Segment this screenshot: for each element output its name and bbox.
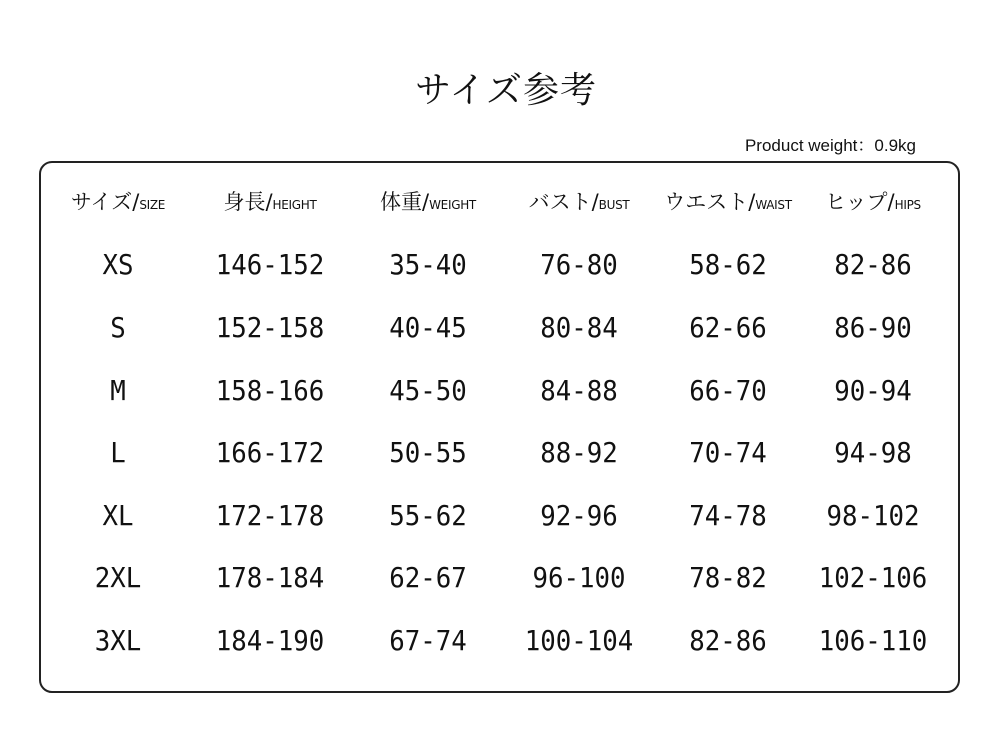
header-size-en: SIZE xyxy=(139,198,166,212)
header-waist-en: WAIST xyxy=(755,198,792,212)
product-weight-label: Product weight：0.9kg xyxy=(744,136,916,155)
header-waist xyxy=(653,186,803,216)
header-weight xyxy=(353,186,503,216)
cell-waist: 70-74 xyxy=(689,436,767,469)
cell-weight: 62-67 xyxy=(389,561,467,594)
cell-waist: 74-78 xyxy=(689,499,767,532)
cell-height: 152-158 xyxy=(215,311,325,344)
header-height xyxy=(195,186,345,216)
cell-hips: 98-102 xyxy=(826,499,920,532)
cell-height: 184-190 xyxy=(215,624,325,657)
header-hips xyxy=(798,186,948,216)
cell-height: 178-184 xyxy=(215,561,325,594)
cell-waist: 78-82 xyxy=(689,561,767,594)
cell-bust: 96-100 xyxy=(532,561,626,594)
cell-bust: 92-96 xyxy=(540,499,618,532)
cell-bust: 88-92 xyxy=(540,436,618,469)
cell-waist: 62-66 xyxy=(689,311,767,344)
cell-height: 158-166 xyxy=(215,374,325,407)
header-weight-en: WEIGHT xyxy=(429,198,476,212)
cell-waist: 82-86 xyxy=(689,624,767,657)
cell-bust: 100-104 xyxy=(524,624,634,657)
cell-hips: 102-106 xyxy=(818,561,928,594)
header-weight-jp: 体重/ xyxy=(380,190,430,214)
header-bust-jp: バスト/ xyxy=(528,190,599,214)
header-bust-en: BUST xyxy=(598,198,630,212)
cell-height: 166-172 xyxy=(215,436,325,469)
cell-size: 3XL xyxy=(94,624,142,657)
cell-size: L xyxy=(110,436,126,469)
cell-waist: 66-70 xyxy=(689,374,767,407)
header-height-jp: 身長/ xyxy=(223,190,273,214)
header-size xyxy=(43,186,193,216)
size-table-frame xyxy=(39,161,960,693)
header-hips-en: HIPS xyxy=(894,198,921,212)
cell-hips: 86-90 xyxy=(834,311,912,344)
header-bust xyxy=(504,186,654,216)
cell-size: XS xyxy=(102,248,134,281)
header-height-en: HEIGHT xyxy=(272,198,317,212)
cell-weight: 50-55 xyxy=(389,436,467,469)
cell-weight: 40-45 xyxy=(389,311,467,344)
cell-bust: 84-88 xyxy=(540,374,618,407)
cell-hips: 94-98 xyxy=(834,436,912,469)
header-waist-jp: ウエスト/ xyxy=(664,190,756,214)
cell-weight: 55-62 xyxy=(389,499,467,532)
cell-weight: 45-50 xyxy=(389,374,467,407)
cell-weight: 35-40 xyxy=(389,248,467,281)
header-hips-jp: ヒップ/ xyxy=(825,190,895,214)
cell-size: 2XL xyxy=(94,561,142,594)
cell-bust: 80-84 xyxy=(540,311,618,344)
cell-height: 146-152 xyxy=(215,248,325,281)
cell-height: 172-178 xyxy=(215,499,325,532)
header-size-jp: サイズ/ xyxy=(70,190,140,214)
cell-waist: 58-62 xyxy=(689,248,767,281)
cell-hips: 82-86 xyxy=(834,248,912,281)
cell-size: S xyxy=(110,311,126,344)
cell-bust: 76-80 xyxy=(540,248,618,281)
cell-hips: 90-94 xyxy=(834,374,912,407)
cell-hips: 106-110 xyxy=(818,624,928,657)
cell-size: XL xyxy=(102,499,134,532)
cell-weight: 67-74 xyxy=(389,624,467,657)
cell-size: M xyxy=(110,374,126,407)
page-title: サイズ参考 xyxy=(414,70,598,111)
